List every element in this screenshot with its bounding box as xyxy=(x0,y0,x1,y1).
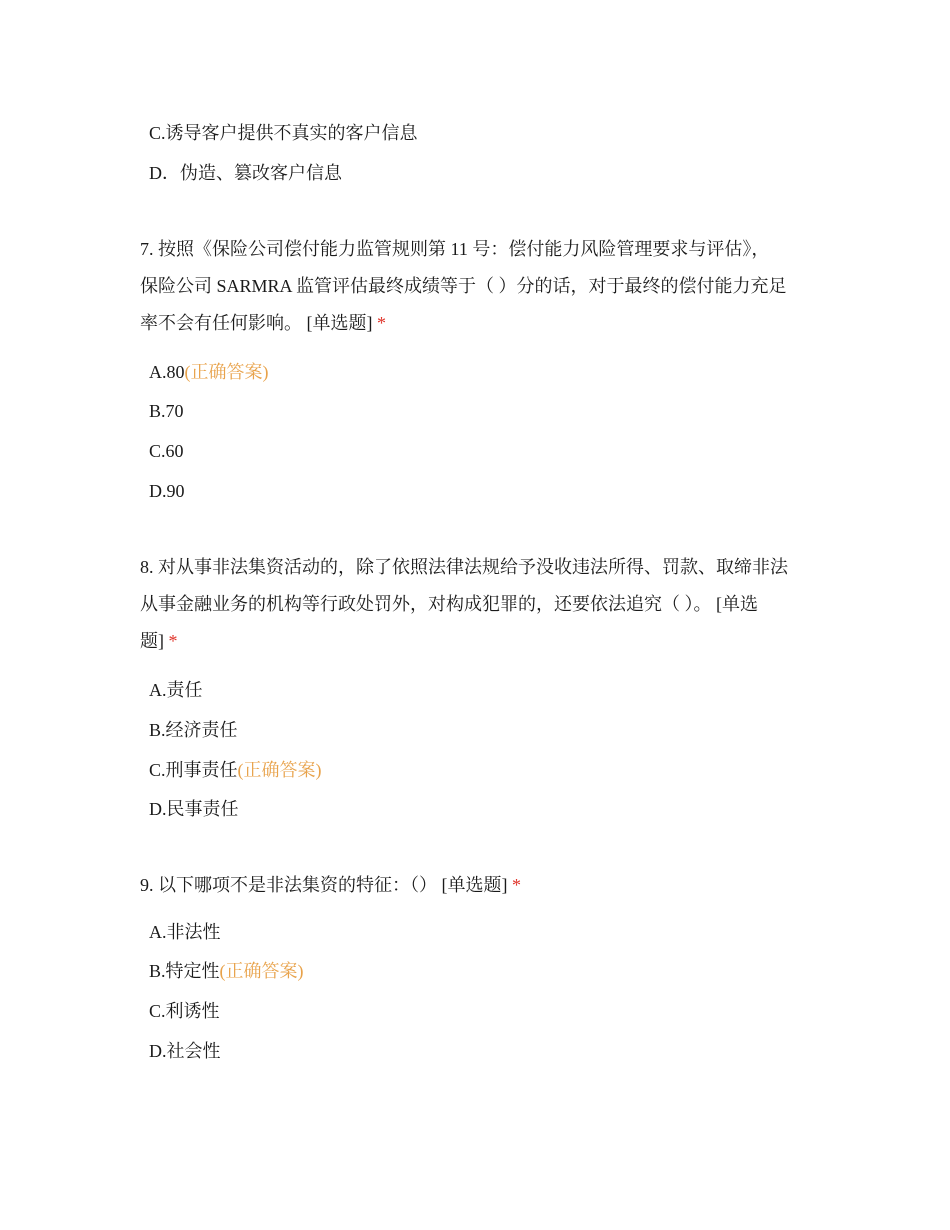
question-text: 率不会有任何影响。 [单选题] xyxy=(140,313,373,333)
option-text: D．伪造、篡改客户信息 xyxy=(149,163,342,183)
question-text-line xyxy=(140,867,820,904)
option-text: C.刑事责任 xyxy=(149,760,238,780)
question-text-line: 8. 对从事非法集资活动的，除了依照法律法规给予没收违法所得、罚款、取缔非法 xyxy=(140,557,788,577)
option-text: D.90 xyxy=(149,481,185,501)
option-b xyxy=(149,959,304,983)
option-b xyxy=(149,399,184,423)
question-7 xyxy=(140,231,820,342)
option-text: B.70 xyxy=(149,401,184,421)
option-text: C.60 xyxy=(149,441,184,461)
question-text: 9. 以下哪项不是非法集资的特征：（） [单选题] xyxy=(140,875,508,895)
option-c xyxy=(149,439,184,463)
option-a xyxy=(149,360,269,384)
option-text: A.非法性 xyxy=(149,922,221,942)
question-text: 题] xyxy=(140,631,164,651)
question-9 xyxy=(140,867,820,904)
question-text-line xyxy=(140,305,820,342)
option-c xyxy=(149,758,322,782)
option-text: C.利诱性 xyxy=(149,1001,220,1021)
option-a xyxy=(149,920,221,944)
required-marker: * xyxy=(168,631,178,651)
correct-answer-marker: (正确答案) xyxy=(184,362,269,382)
correct-answer-marker: (正确答案) xyxy=(219,961,304,981)
option-b xyxy=(149,718,238,742)
option-d xyxy=(149,161,342,185)
correct-answer-marker: (正确答案) xyxy=(237,760,322,780)
option-c xyxy=(149,121,418,145)
question-text-line xyxy=(140,623,820,660)
option-text: A.80 xyxy=(149,362,185,382)
option-text: C.诱导客户提供不真实的客户信息 xyxy=(149,123,418,143)
option-c xyxy=(149,999,220,1023)
option-d xyxy=(149,1039,221,1063)
option-text: B.经济责任 xyxy=(149,720,238,740)
question-text-line: 从事金融业务的机构等行政处罚外，对构成犯罪的，还要依法追究（ ）。 [单选 xyxy=(140,594,758,614)
question-8 xyxy=(140,549,820,660)
option-text: D.民事责任 xyxy=(149,799,239,819)
option-a xyxy=(149,678,203,702)
question-text-line: 保险公司 SARMRA 监管评估最终成绩等于（ ）分的话，对于最终的偿付能力充足 xyxy=(140,276,787,296)
required-marker: * xyxy=(512,875,521,895)
option-text: A.责任 xyxy=(149,680,203,700)
option-text: B.特定性 xyxy=(149,961,220,981)
required-marker: * xyxy=(377,313,386,333)
question-text-line: 7. 按照《保险公司偿付能力监管规则第 11 号：偿付能力风险管理要求与评估》， xyxy=(140,239,770,259)
option-text: D.社会性 xyxy=(149,1041,221,1061)
option-d xyxy=(149,797,239,821)
option-d xyxy=(149,479,185,503)
